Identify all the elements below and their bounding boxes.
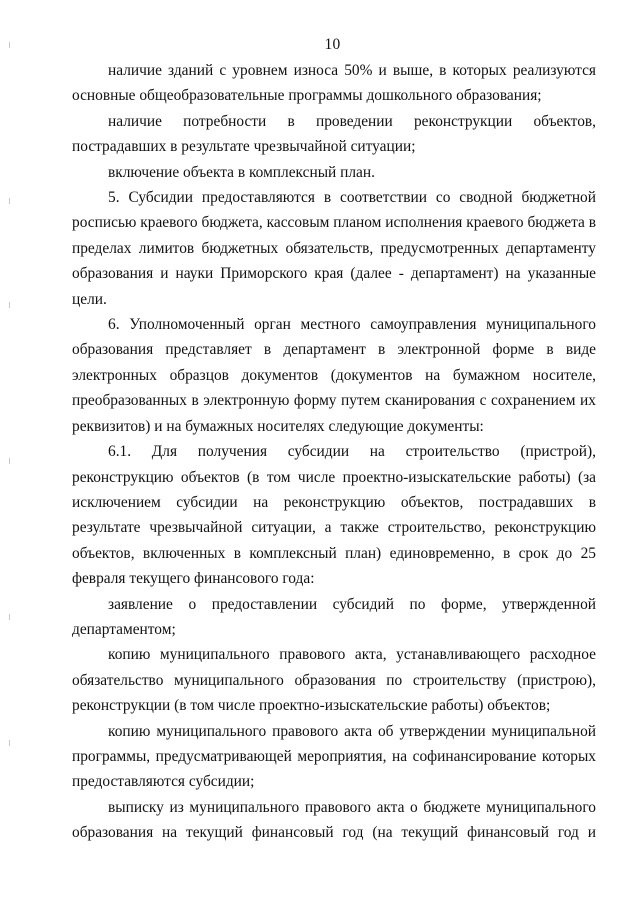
page-body xyxy=(72,58,596,846)
paragraph-school-buildings-wear: наличие зданий с уровнем износа 50% и выше, в которых реализуются основные общеобразовательные программы дошкольного образования; xyxy=(72,62,596,105)
paragraph-clause-6-1: 6.1. Для получения субсидии на строительство (пристрой), реконструкцию объектов (в том числе проектно-изыскательские работы) (за исключением субсидии на реконструкцию объектов, пострадавших в результате чрезвычайной ситуации, а также строительство, реконструкцию объектов, включенных в комплексный план) единовременно, в срок до 25 февраля текущего финансового года: xyxy=(72,443,596,588)
paragraph-reconstruction-need: наличие потребности в проведении реконструкции объектов, пострадавших в результате чрезвычайной ситуации; xyxy=(72,112,596,156)
scan-edge-mark xyxy=(9,614,10,620)
paragraph-comprehensive-plan: включение объекта в комплексный план. xyxy=(108,163,375,181)
paragraph-clause-5: 5. Субсидии предоставляются в соответствии со сводной бюджетной росписью краевого бюджета, кассовым планом исполнения краевого бюджета в пределах лимитов бюджетных обязательств, предусмотренных департаменту образования и науки Приморского края (далее - департамент) на указанные цели. xyxy=(72,189,596,308)
page-number: 10 xyxy=(324,36,341,53)
scan-edge-mark xyxy=(9,198,10,204)
scan-edge-mark xyxy=(9,740,10,746)
scan-edge-mark xyxy=(9,302,10,308)
paragraph-legal-act-program: копию муниципального правового акта об утверждении муниципальной программы, предусматривающей мероприятия, на софинансирование которых предоставляются субсидии; xyxy=(72,722,596,791)
paragraph-application: заявление о предоставлении субсидий по форме, утвержденной департаментом; xyxy=(72,595,596,638)
scan-edge-mark xyxy=(9,458,10,464)
paragraph-budget-extract: выписку из муниципального правового акта о бюджете муниципального образования на текущий финансовый год (на текущий финансовый год и xyxy=(72,798,596,842)
paragraph-clause-6: 6. Уполномоченный орган местного самоуправления муниципального образования представляет в департамент в электронной форме в виде электронных образцов документов (документов на бумажном носителе, преобразованных в электронную форму путем сканирования с сохранением их реквизитов) и на бумажных носителях следующие документы: xyxy=(72,316,596,435)
paragraph-legal-act-obligation: копию муниципального правового акта, устанавливающего расходное обязательство муниципального образования по строительству (пристрою), реконструкции (в том числе проектно-изыскательские работы) объектов; xyxy=(72,646,596,715)
